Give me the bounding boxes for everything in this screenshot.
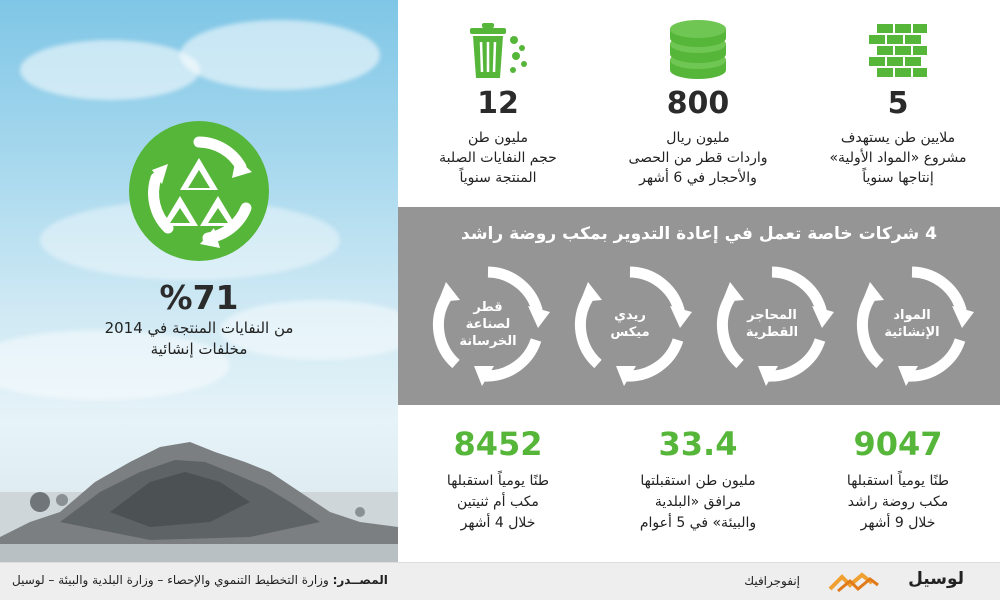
landfill-photo-panel <box>0 0 398 562</box>
stat-desc-line: حجم النفايات الصلبة <box>439 150 557 166</box>
band-title: 4 شركات خاصة تعمل في إعادة التدوير بمكب روضة راشد <box>461 224 937 244</box>
stat-desc-line: خلال 4 أشهر <box>460 515 536 531</box>
percent-description <box>0 318 398 360</box>
stat-desc-line: المنتجة سنوياً <box>459 170 537 186</box>
company-cycle-construction-materials <box>850 262 974 386</box>
percent-desc-line: من النفايات المنتجة في 2014 <box>104 319 294 337</box>
stat-description <box>598 471 798 534</box>
stat-desc-line: والأحجار في 6 أشهر <box>639 170 757 186</box>
bricks-icon <box>867 22 929 78</box>
stat-desc-line: إنتاجها سنوياً <box>862 170 934 186</box>
stat-description <box>798 471 998 534</box>
stat-rawdat-rashid <box>798 425 998 534</box>
stat-number: 800 <box>666 86 730 121</box>
company-label-line: لصناعة <box>465 316 511 332</box>
stat-description <box>598 128 798 188</box>
stat-number: 33.4 <box>658 425 738 463</box>
percent-desc-line: مخلفات إنشائية <box>150 340 248 358</box>
stat-desc-line: ملايين طن يستهدف <box>840 130 956 146</box>
stat-number: 8452 <box>453 425 543 463</box>
company-label-line: المحاجر <box>747 308 797 323</box>
stat-description <box>398 471 598 534</box>
stat-number: 9047 <box>853 425 943 463</box>
company-cycle-qatar-quarries <box>710 262 834 386</box>
company-label-line: قطر <box>473 299 503 315</box>
coins-icon <box>667 20 729 80</box>
stat-number: 12 <box>477 86 519 121</box>
stat-desc-line: مرافق «البلدية <box>654 494 742 510</box>
company-label-line: ميكس <box>610 325 650 340</box>
stat-desc-line: خلال 9 أشهر <box>860 515 936 531</box>
company-cycle-readymix <box>568 262 692 386</box>
company-label <box>710 262 834 386</box>
stat-description <box>798 128 998 188</box>
lusail-logo-mark-icon <box>828 571 880 593</box>
company-label-line: المواد <box>893 308 931 323</box>
source-text <box>12 573 388 587</box>
stat-desc-line: مليون طن استقبلتها <box>640 473 756 489</box>
rubble-pile-image <box>0 362 398 562</box>
brand-logo-text: لوسيل <box>908 569 964 589</box>
stat-number: 5 <box>887 86 909 121</box>
company-label-line: القطرية <box>745 325 799 340</box>
stat-description <box>398 128 598 188</box>
stat-desc-line: واردات قطر من الحصى <box>628 150 768 166</box>
stat-umm-thunaithin <box>398 425 598 534</box>
source-label: المصــدر: <box>332 573 388 587</box>
stat-desc-line: طنًا يومياً استقبلها <box>846 473 950 489</box>
recycle-icon <box>128 120 270 262</box>
stat-desc-line: مليون ريال <box>666 130 730 146</box>
company-label-line: الخرسانة <box>459 333 517 349</box>
source-value: وزارة التخطيط التنموي والإحصاء – وزارة البلدية والبيئة – لوسيل <box>12 573 333 587</box>
footer <box>0 562 1000 600</box>
company-label <box>426 262 550 386</box>
stat-desc-line: مكب أم ثنيتين <box>457 494 539 510</box>
stat-desc-line: مشروع «المواد الأولية» <box>829 150 967 166</box>
brand-subtitle: إنفوجرافيك <box>744 574 800 588</box>
stat-desc-line: مكب روضة راشد <box>847 494 949 510</box>
trash-bin-icon <box>466 20 530 80</box>
company-label-line: ريدي <box>614 308 646 323</box>
stat-desc-line: مليون طن <box>467 130 529 146</box>
recycling-companies-band <box>398 207 1000 405</box>
company-cycle-qatar-concrete <box>426 262 550 386</box>
company-label <box>568 262 692 386</box>
stat-desc-line: والبيئة» في 5 أعوام <box>639 515 757 531</box>
percent-value: %71 <box>159 278 239 317</box>
stat-municipality-facilities <box>598 425 798 534</box>
company-label <box>850 262 974 386</box>
company-label-line: الإنشائية <box>884 325 940 340</box>
stat-desc-line: طنًا يومياً استقبلها <box>446 473 550 489</box>
